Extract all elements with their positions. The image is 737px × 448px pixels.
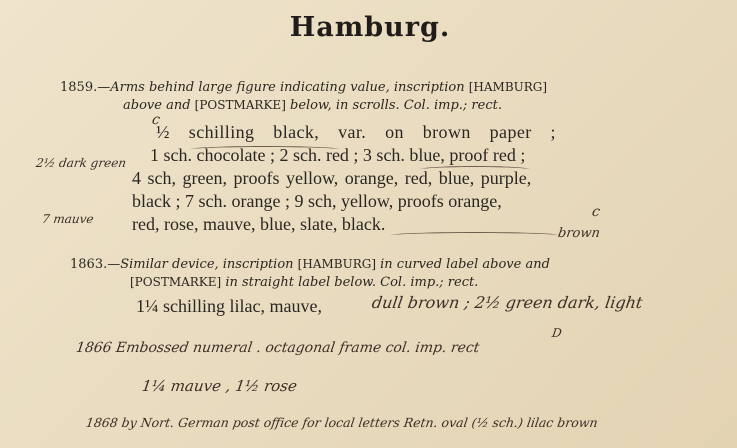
issue-1859-description-2 [123,98,502,113]
issue-1859-caps-postmarke: [POSTMARKE] [194,98,286,112]
issue-1863-description [70,257,550,272]
note-c-above: c [150,112,161,128]
issue-1863-line-1: 1¼ schilling lilac, mauve, [136,296,322,316]
issue-1863-description-2 [130,275,478,290]
handwritten-1866-values: 1¼ mauve , 1½ rose [140,377,299,395]
issue-1859-line-4: black ; 7 sch. orange ; 9 sch, yellow, proofs orange, [132,191,502,211]
issue-1859-desc-2b: below, in scrolls. Col. imp.; rect. [285,98,502,113]
pencil-underline-1 [190,146,340,153]
handwritten-1868: 1868 by Nort. German post office for local letters Retn. oval (½ sch.) lilac brown [84,415,599,430]
issue-1859-year: 1859. [60,80,98,95]
issue-1859-desc-1: —Arms behind large figure indicating value, inscription [97,80,469,95]
issue-1863-handwritten: dull brown ; 2½ green dark, light [370,293,644,312]
issue-1863-caps-hamburg: [HAMBURG] [297,257,377,271]
pencil-underline-3 [390,232,560,239]
page-title: Hamburg. [289,12,451,43]
issue-1859-line-3: 4 sch, green, proofs yellow, orange, red, blue, purple, [132,168,532,188]
issue-1859-description [60,80,547,95]
issue-1863-year: 1863. [70,257,108,272]
note-brown: brown [556,226,601,241]
issue-1863-caps-postmarke: [POSTMARKE] [130,275,222,289]
issue-1863-desc-2: in straight label below. Col. imp.; rect. [221,275,479,290]
note-c-right: c [590,204,601,220]
issue-1863-desc-1b: in curved label above and [376,257,550,272]
issue-1859-desc-2a: above and [123,98,195,113]
issue-1859-line-1: ½ schilling black, var. on brown paper ; [156,122,556,142]
margin-note-mauve: 7 mauve [41,212,95,226]
issue-1863-desc-1a: —Similar device, inscription [107,257,298,272]
margin-note-dark-green: 2½ dark green [35,156,128,170]
issue-1859-line-2: 1 sch. chocolate ; 2 sch. red ; 3 sch. blue, proof red ; [150,145,526,165]
issue-1859-line-5: red, rose, mauve, blue, slate, black. [132,214,386,234]
handwritten-1866-mark: D [551,326,563,340]
handwritten-1866: 1866 Embossed numeral . octagonal frame col. imp. rect [74,340,481,356]
issue-1859-caps-hamburg: [HAMBURG] [468,80,548,94]
pencil-underline-2 [420,166,530,173]
